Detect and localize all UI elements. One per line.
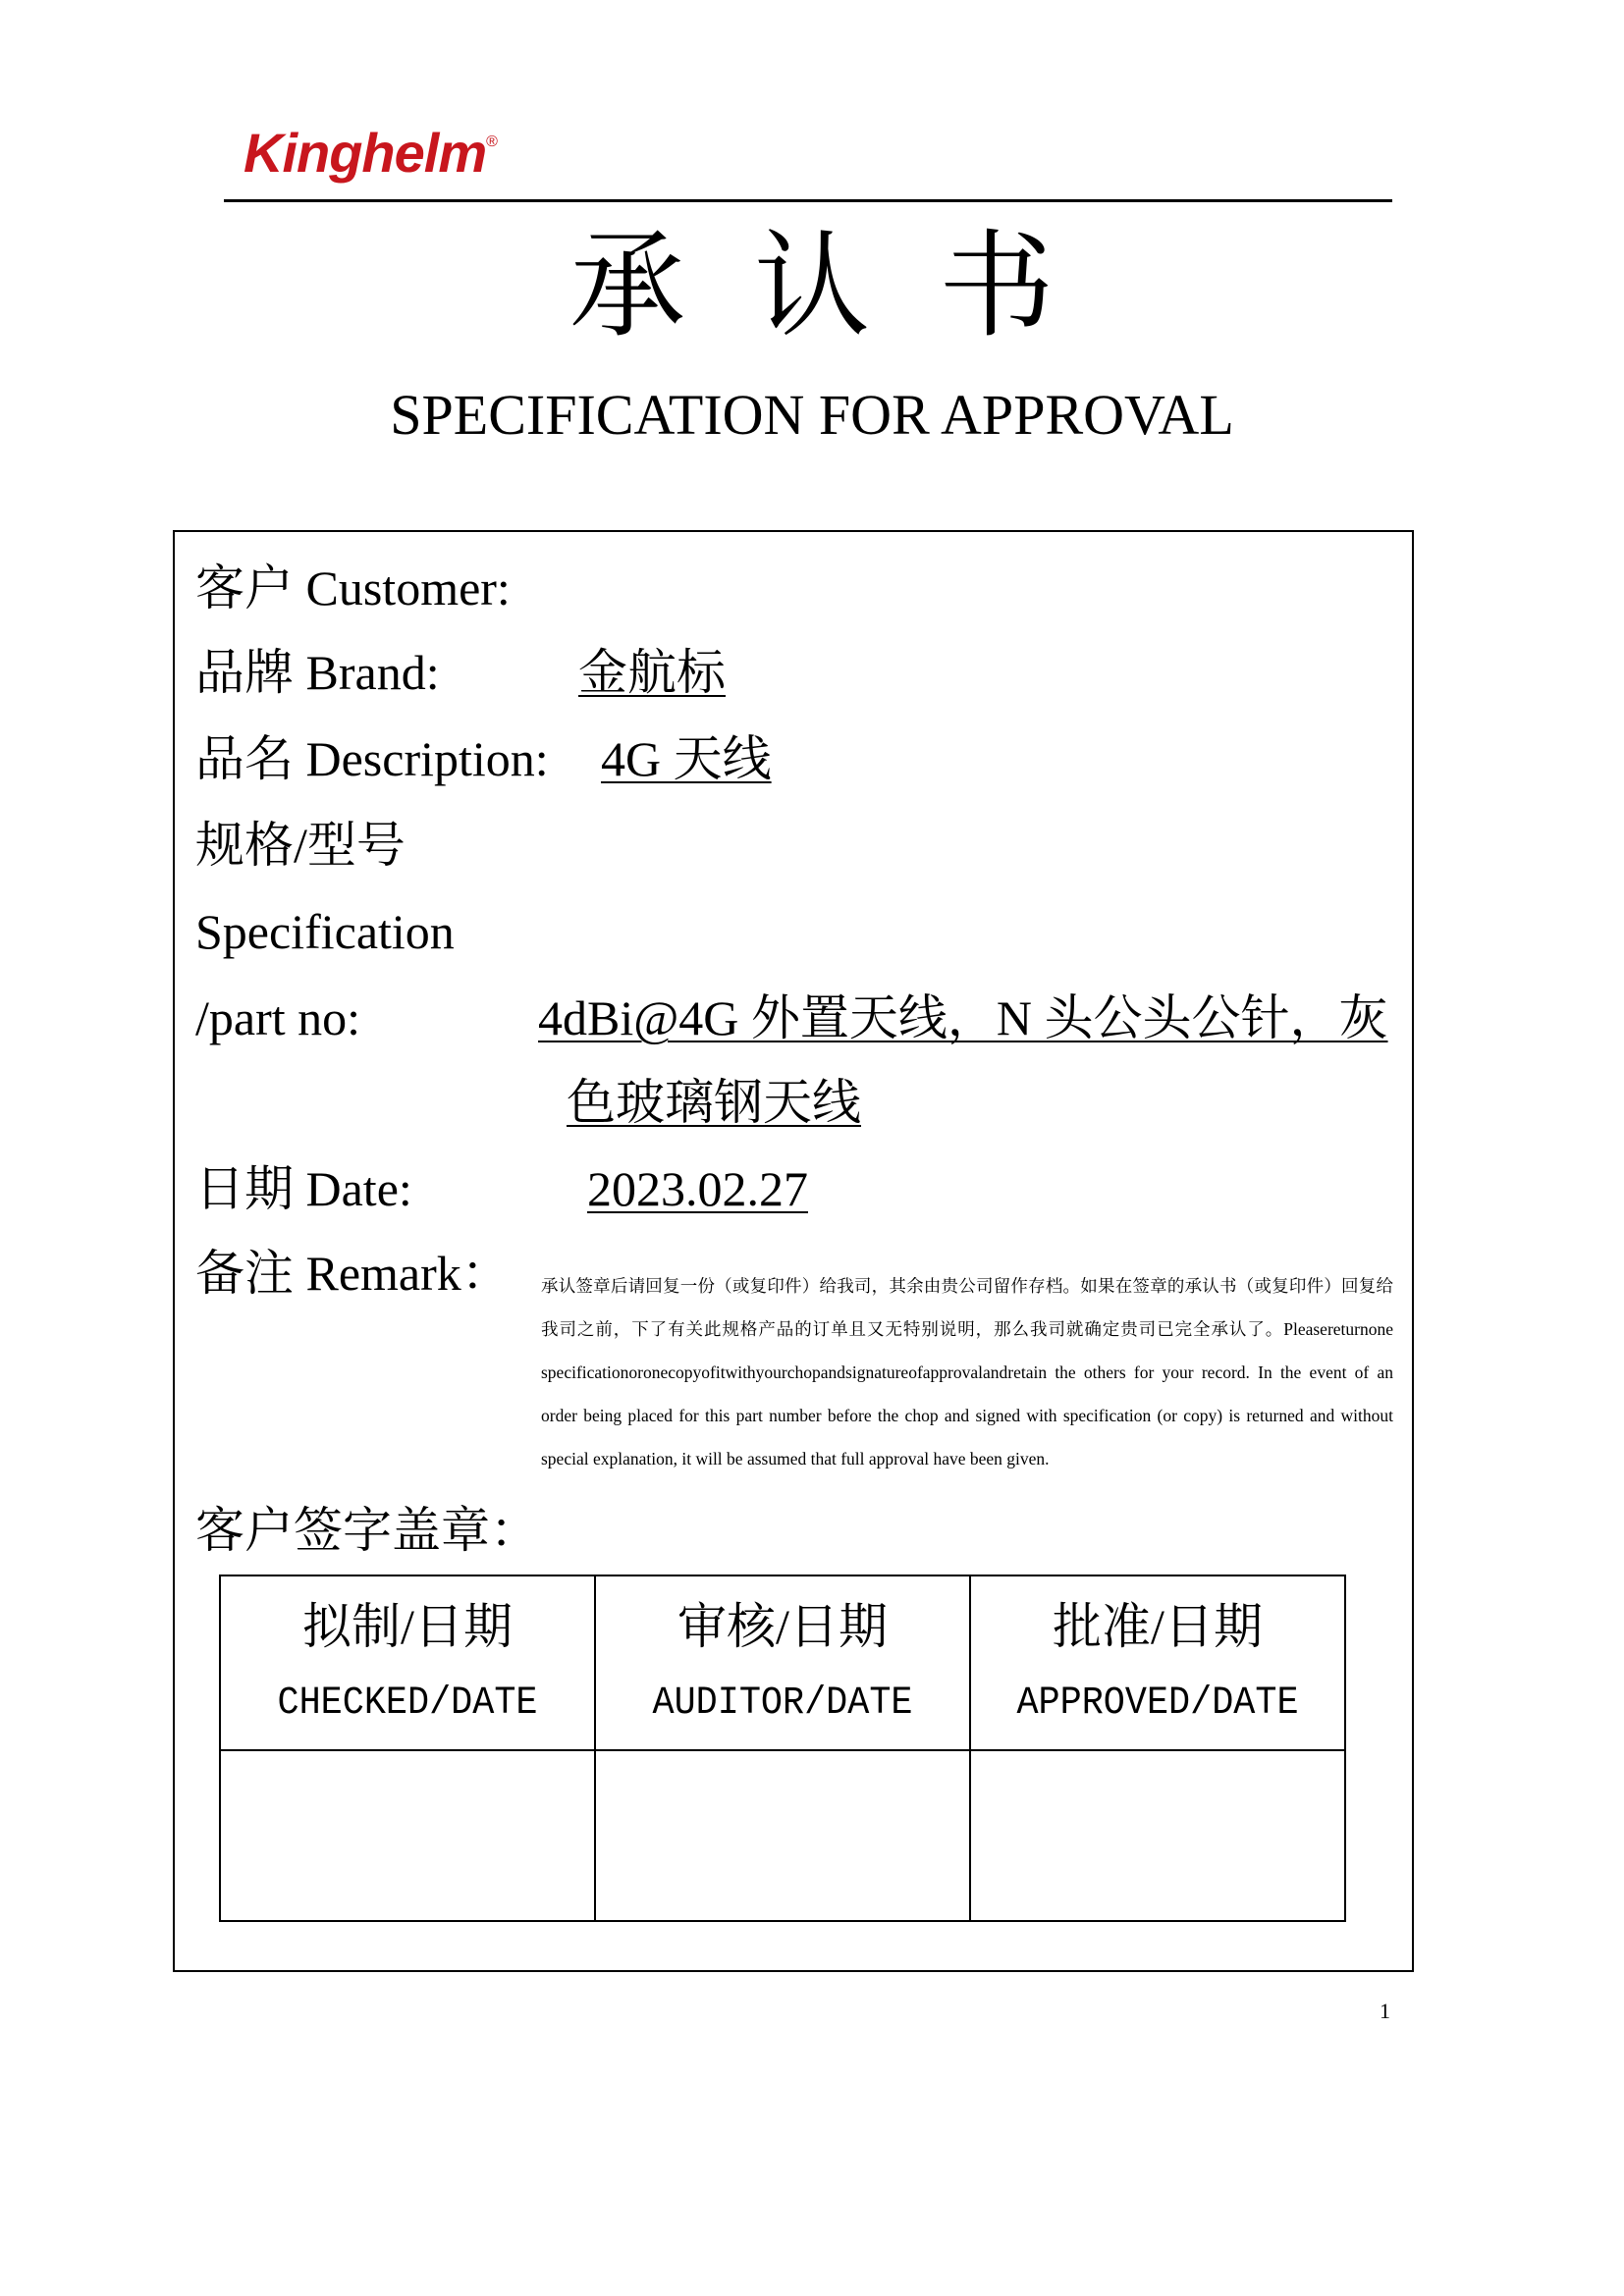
checked-date-header — [220, 1575, 595, 1750]
spec-value-line2: 色玻璃钢天线 — [567, 1075, 861, 1130]
brand-value: 金航标 — [578, 645, 726, 700]
approval-signature-table — [219, 1575, 1346, 1922]
header-cn: 拟制/日期 — [302, 1599, 513, 1654]
title-english: SPECIFICATION FOR APPROVAL — [390, 383, 1234, 447]
auditor-signature-cell[interactable] — [595, 1750, 970, 1921]
description-label: 品名 Description: — [195, 731, 549, 786]
page-number: 1 — [1380, 1999, 1390, 2023]
logo-text: Kinghelm — [244, 122, 487, 184]
customer-label: 客户 Customer: — [195, 561, 511, 615]
spec-value-line1: 4dBi@4G 外置天线，N 头公头公针，灰 — [538, 990, 1388, 1045]
remark-label: 备注 Remark： — [195, 1246, 511, 1301]
header-en: CHECKED/DATE — [277, 1682, 538, 1726]
spec-label-cn: 规格/型号 — [195, 818, 406, 873]
auditor-date-header — [595, 1575, 970, 1750]
kinghelm-logo — [244, 122, 497, 184]
description-value: 4G 天线 — [601, 731, 772, 786]
table-header-row — [220, 1575, 1345, 1750]
approved-date-header — [970, 1575, 1345, 1750]
remark-text: 承认签章后请回复一份（或复印件）给我司，其余由贵公司留作存档。如果在签章的承认书（或复印件）回复给我司之前，下了有关此规格产品的订单且又无特别说明，那么我司就确定贵司已完全承认了。Pleasereturnone specificationoronecopyofitwithyourchopandsignatureofapprovalandretain the others for your record. In the event of an order being placed for this part number before the chop and signed with specification (or copy) is returned and without special explanation, it will be assumed that full approval have been given. — [541, 1276, 1393, 1468]
header-en: AUDITOR/DATE — [652, 1682, 913, 1726]
date-label: 日期 Date: — [195, 1161, 412, 1216]
title-chinese: 承认书 — [568, 223, 1123, 351]
brand-label: 品牌 Brand: — [195, 645, 440, 700]
date-value: 2023.02.27 — [587, 1161, 808, 1216]
header-cn: 审核/日期 — [677, 1599, 888, 1654]
checked-signature-cell[interactable] — [220, 1750, 595, 1921]
header-cn: 批准/日期 — [1053, 1599, 1263, 1654]
registered-mark: ® — [486, 133, 497, 151]
header-en: APPROVED/DATE — [1016, 1682, 1299, 1726]
customer-signature-label: 客户签字盖章： — [195, 1503, 539, 1558]
header-divider — [224, 199, 1392, 202]
approved-signature-cell[interactable] — [970, 1750, 1345, 1921]
spec-label-en: Specification — [195, 904, 455, 959]
part-no-label: /part no: — [195, 990, 361, 1045]
table-signature-row — [220, 1750, 1345, 1921]
